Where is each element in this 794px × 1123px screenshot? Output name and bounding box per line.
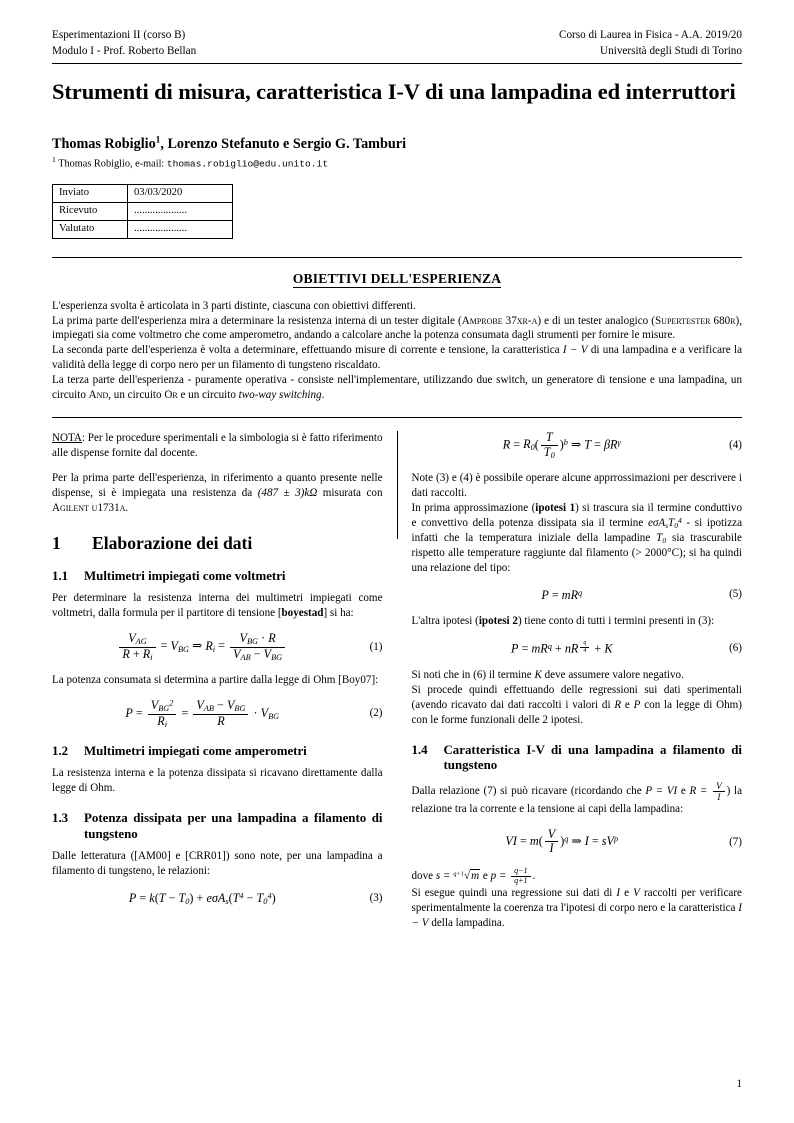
right-paragraph-4 [412,668,743,683]
rp4-math: K [534,668,542,681]
equation-2-tag: (2) [369,707,383,720]
subsection-1-2-paragraph: La resistenza interna e la potenza dissipata si ricavano direttamente dalla legge di Ohm. [52,767,383,795]
citation-boyestad: boyestad [281,607,324,620]
equation-5-body: $P = mR^q$ [541,587,583,602]
resistance-paragraph [52,471,383,516]
header-rule [52,63,742,64]
subsection-1-3-paragraph: Dalle letteratura ([AM00] e [CRR01]) sono note, per una lampadina a filamento di tungsteno, le relazioni: [52,850,383,878]
equation-1 [52,632,383,662]
instrument-name-agilent: Agilent u1731a [52,501,126,514]
subsection-title: Potenza dissipata per una lampadina a filamento di tungsteno [84,811,383,841]
abstract-rule-bottom [52,417,742,418]
right-paragraph-7: Si esegue quindi una regressione sui dati di I e V raccolti per verificare sperimentalmente la coerenza tra l'ipotesi di corpo nero e la caratteristica I − V della lampadina. [411,886,742,929]
obj-p2-part-c: ), impiegati sia come voltmetro che come amperometro, andando a calcolare anche la potenza consumata dagli strumenti per fornire le misure. [52,314,742,342]
subsection-1-4-paragraph [412,781,743,817]
row-value: .................... [128,220,233,238]
equation-6 [412,640,743,657]
obj-p2-part-a: La prima parte dell'esperienza mira a determinare la resistenza interna di un tester digitale ( [52,314,462,327]
equation-7-body: VI = m( $\frac{V}{I}$ )$^q$ ⇒ $I = sV^p$ [505,826,619,856]
table-row [53,184,233,202]
row-label: Valutato [53,220,128,238]
hypothesis-2-label: ipotesi 2 [478,615,518,628]
running-head-right [559,28,742,60]
running-head-left-line2: Modulo I - Prof. Roberto Bellan [52,44,197,57]
rp6-c: . [532,870,536,883]
right-paragraph-2 [412,501,743,576]
rp7-math-2: V [633,886,640,899]
author-line [52,135,742,153]
rp5-a: Si procede quindi effettuando delle regressioni sui dati sperimentali (avendo ricavato dai dati raccolti i valori di [411,683,742,711]
after-eq1-paragraph: La potenza consumata si determina a partire dalla legge di Ohm [Boy07]: [52,673,379,686]
rp6-a: dove [411,870,436,883]
row-value: .................... [128,202,233,220]
rp6-b: e [480,870,491,883]
subsection-number: 1.3 [52,811,69,826]
subsection-title: Caratteristica I-V di una lampadina a filamento di tungsteno [443,742,742,773]
rp2-a: In prima approssimazione ( [411,501,536,514]
hypothesis-1-label: ipotesi 1 [535,501,576,514]
resistance-text-b: misurata con [317,486,383,499]
equation-7-tag: (7) [729,835,742,848]
two-column-body [52,431,742,931]
equation-1-body: $\frac{V_{AG}}{R + R_i}$ = $V_{BG}$ ⇒ $R_i$ = $\frac{V_{BG} \cdot R}{V_{AB} - V_{BG}}$ [52,632,353,662]
obj-p2-part-b: ) e di un tester analogico ( [537,314,655,327]
table-row [53,220,233,238]
running-head-left-line1: Esperimentazioni II (corso B) [52,29,186,41]
sub11-text-b: ] si ha: [323,607,354,620]
obj-p3-part-b: di una lampadina e a verificare la validità della legge di corpo nero per un filamento di tungsteno riscaldato. [52,344,742,372]
objectives-paragraph-1: L'esperienza svolta è articolata in 3 parti distinte, ciascuna con obiettivi differenti. [52,299,416,312]
author-email: thomas.robiglio@edu.unito.it [166,158,329,170]
running-head-left [52,28,196,60]
rp2-c: - si ipotizza infatti che la temperatura iniziale della lampadine [411,516,742,544]
instrument-name-supertester: Supertester 680r [655,314,736,327]
objectives-paragraph-3 [52,343,742,373]
spacer [52,461,383,471]
rp4-a: Si noti che in (6) il termine [411,668,535,681]
running-head [52,28,742,60]
rp3-b: ) tiene conto di tutti i termini presenti in (3): [517,615,715,628]
running-head-right-line1: Corso di Laurea in Fisica - A.A. 2019/20 [558,29,742,41]
obj-p4-part-c: e un circuito [177,389,239,402]
rp3-a: L'altra ipotesi ( [411,615,479,628]
author-names: Thomas Robiglio$^1$, Lorenzo Stefanuto e Sergio G. Tamburi [52,135,407,152]
objectives-paragraph-4 [52,373,742,403]
rp7-math-1: I [616,886,621,899]
subsection-number: 1.4 [411,742,428,757]
affiliation-note [52,155,742,171]
s14-c: ) la relazione tra la corrente e la tensione ai capi della lampadina: [411,784,742,815]
s14-a: Dalla relazione (7) si può ricavare (ricordando che [411,784,646,797]
nota-paragraph [52,431,383,461]
objectives-heading-text: OBIETTIVI DELL'ESPERIENZA [292,270,502,286]
equation-6-body: $P = mR^q$ + nR $^{\frac{q}{4}}$ + K [511,639,613,656]
equation-4-body: $R = R_0$( $\frac{T}{T_0}$ )$^b$ ⇒ $T = \beta R^\gamma$ [502,429,621,460]
section-heading-1 [52,533,383,553]
resistance-text-a: Per la prima parte dell'esperienza, in riferimento a quanto presente nelle dispense, si è impiegata una resistenza da [52,471,383,499]
rp4-b: deve assumere valore negativo. [541,668,684,681]
obj-p4-part-d: . [321,389,325,402]
section-number: 1 [52,533,61,554]
right-paragraph-3 [412,614,743,629]
equation-5 [412,587,743,603]
running-head-right-line2: Università degli Studi di Torino [600,44,742,57]
sub11-text-a: Per determinare la resistenza interna dei multimetri impiegati come voltmetri, dalla formula per il partitore di tensione [ [52,592,383,620]
resistance-value: (487 ± 3)kΩ [257,486,318,499]
rp5-math-2: P [633,698,641,711]
circuit-name-or: Or [164,389,178,402]
right-paragraph-5 [412,683,743,728]
nota-label: NOTA [52,431,82,444]
rp2-d: sia trascurabile rispetto alle temperature raggiunte dal filamento (> 2000°C); si ha quindi una relazione del tipo: [411,531,742,574]
equation-6-tag: (6) [729,641,742,654]
equation-2-body: P = $\frac{V_{BG}^2}{R_i}$ = $\frac{V_{AB} - V_{BG}}{R}$ · $V_{BG}$ [125,698,280,729]
rp5-b: e [621,698,634,711]
subsection-number: 1.1 [52,568,69,583]
s14-math-1: P = VI [645,784,678,797]
rp6-math-2: p = $\frac{q-1}{q+1}$ [491,870,533,882]
equation-4 [412,431,743,460]
s14-b: e [677,784,690,797]
subsection-heading-1-2 [52,744,383,759]
obj-p4-part-a: La terza parte dell'esperienza - puramente operativa - consiste nell'implementare, utilizzando due switch, un generatore di tensione e una lampadina, un circuito [52,374,742,402]
equation-3-tag: (3) [369,892,383,905]
rp2-b: ) si trascura sia il termine conduttivo e convettivo della potenza dissipata sia il termine [411,501,743,529]
page-number: 1 [736,1078,742,1090]
row-value: 03/03/2020 [128,184,233,202]
left-column [52,431,397,931]
objectives-paragraph-2 [52,314,742,344]
abstract-rule-top [52,257,742,258]
subsection-1-1-paragraph [52,591,383,621]
objectives-body [52,299,742,403]
subsection-heading-1-3 [52,811,383,842]
rp2-math-2: $T_0$ [656,531,667,545]
equation-7 [412,828,743,856]
right-paragraph-1: Note (3) e (4) è possibile operare alcune apprrossimazioni per descrivere i dati raccolti. [411,471,742,499]
affiliation-text: Thomas Robiglio, e-mail: [58,158,165,170]
nota-text: : Per le procedure sperimentali e la simbologia si è fatto riferimento alle dispense fornite dal docente. [52,431,383,459]
rp6-math-1: s = $^{q+1}$√m [435,870,480,883]
s14-math-2: R = $\frac{V}{I}$ [689,785,726,797]
page-content [52,28,742,931]
right-column [398,431,743,931]
obj-p3-part-a: La seconda parte dell'esperienza è volta a determinare, effettuando misure di corrente e tensione, la caratteristica [52,344,563,357]
subsection-heading-1-1 [52,569,383,584]
obj-p4-part-b: , un circuito [108,389,165,402]
equation-3-body: $P = k(T - T_0) + e\sigma A_s(T^4 - T_0^4)$ [128,891,276,907]
circuit-name-twoway: two-way switching [238,389,322,402]
equation-1-tag: (1) [369,640,383,653]
rp5-c: con la legge di Ohm) con le forme funzionali delle 2 ipotesi. [411,698,742,726]
equation-5-tag: (5) [729,588,742,601]
equation-3 [52,890,383,907]
row-label: Ricevuto [53,202,128,220]
subsection-number: 1.2 [52,743,69,758]
section-title: Elaborazione dei dati [92,533,253,554]
subsection-title: Multimetri impiegati come amperometri [84,743,307,758]
equation-2 [52,699,383,729]
right-paragraph-6 [412,867,743,886]
objectives-heading [52,271,742,287]
rp2-math-1: $e\sigma A_sT_0^4$ [647,515,682,530]
page-title: Strumenti di misura, caratteristica I-V di una lampadina ed interruttori [52,78,736,104]
table-row [53,202,233,220]
rp7-math-3: I − V [411,901,742,929]
resistance-text-c: . [125,501,129,514]
affiliation-marker: 1 [52,154,56,164]
row-label: Inviato [53,184,128,202]
circuit-name-and: And [88,389,109,402]
submission-date-table [52,184,233,239]
subsection-title: Multimetri impiegati come voltmetri [84,568,286,583]
obj-p3-math: I − V [562,344,588,357]
equation-4-tag: (4) [729,438,742,451]
instrument-name-amprobe: Amprobe 37xr-a [461,314,538,327]
rp5-math-1: R [614,698,622,711]
subsection-heading-1-4 [412,743,743,774]
